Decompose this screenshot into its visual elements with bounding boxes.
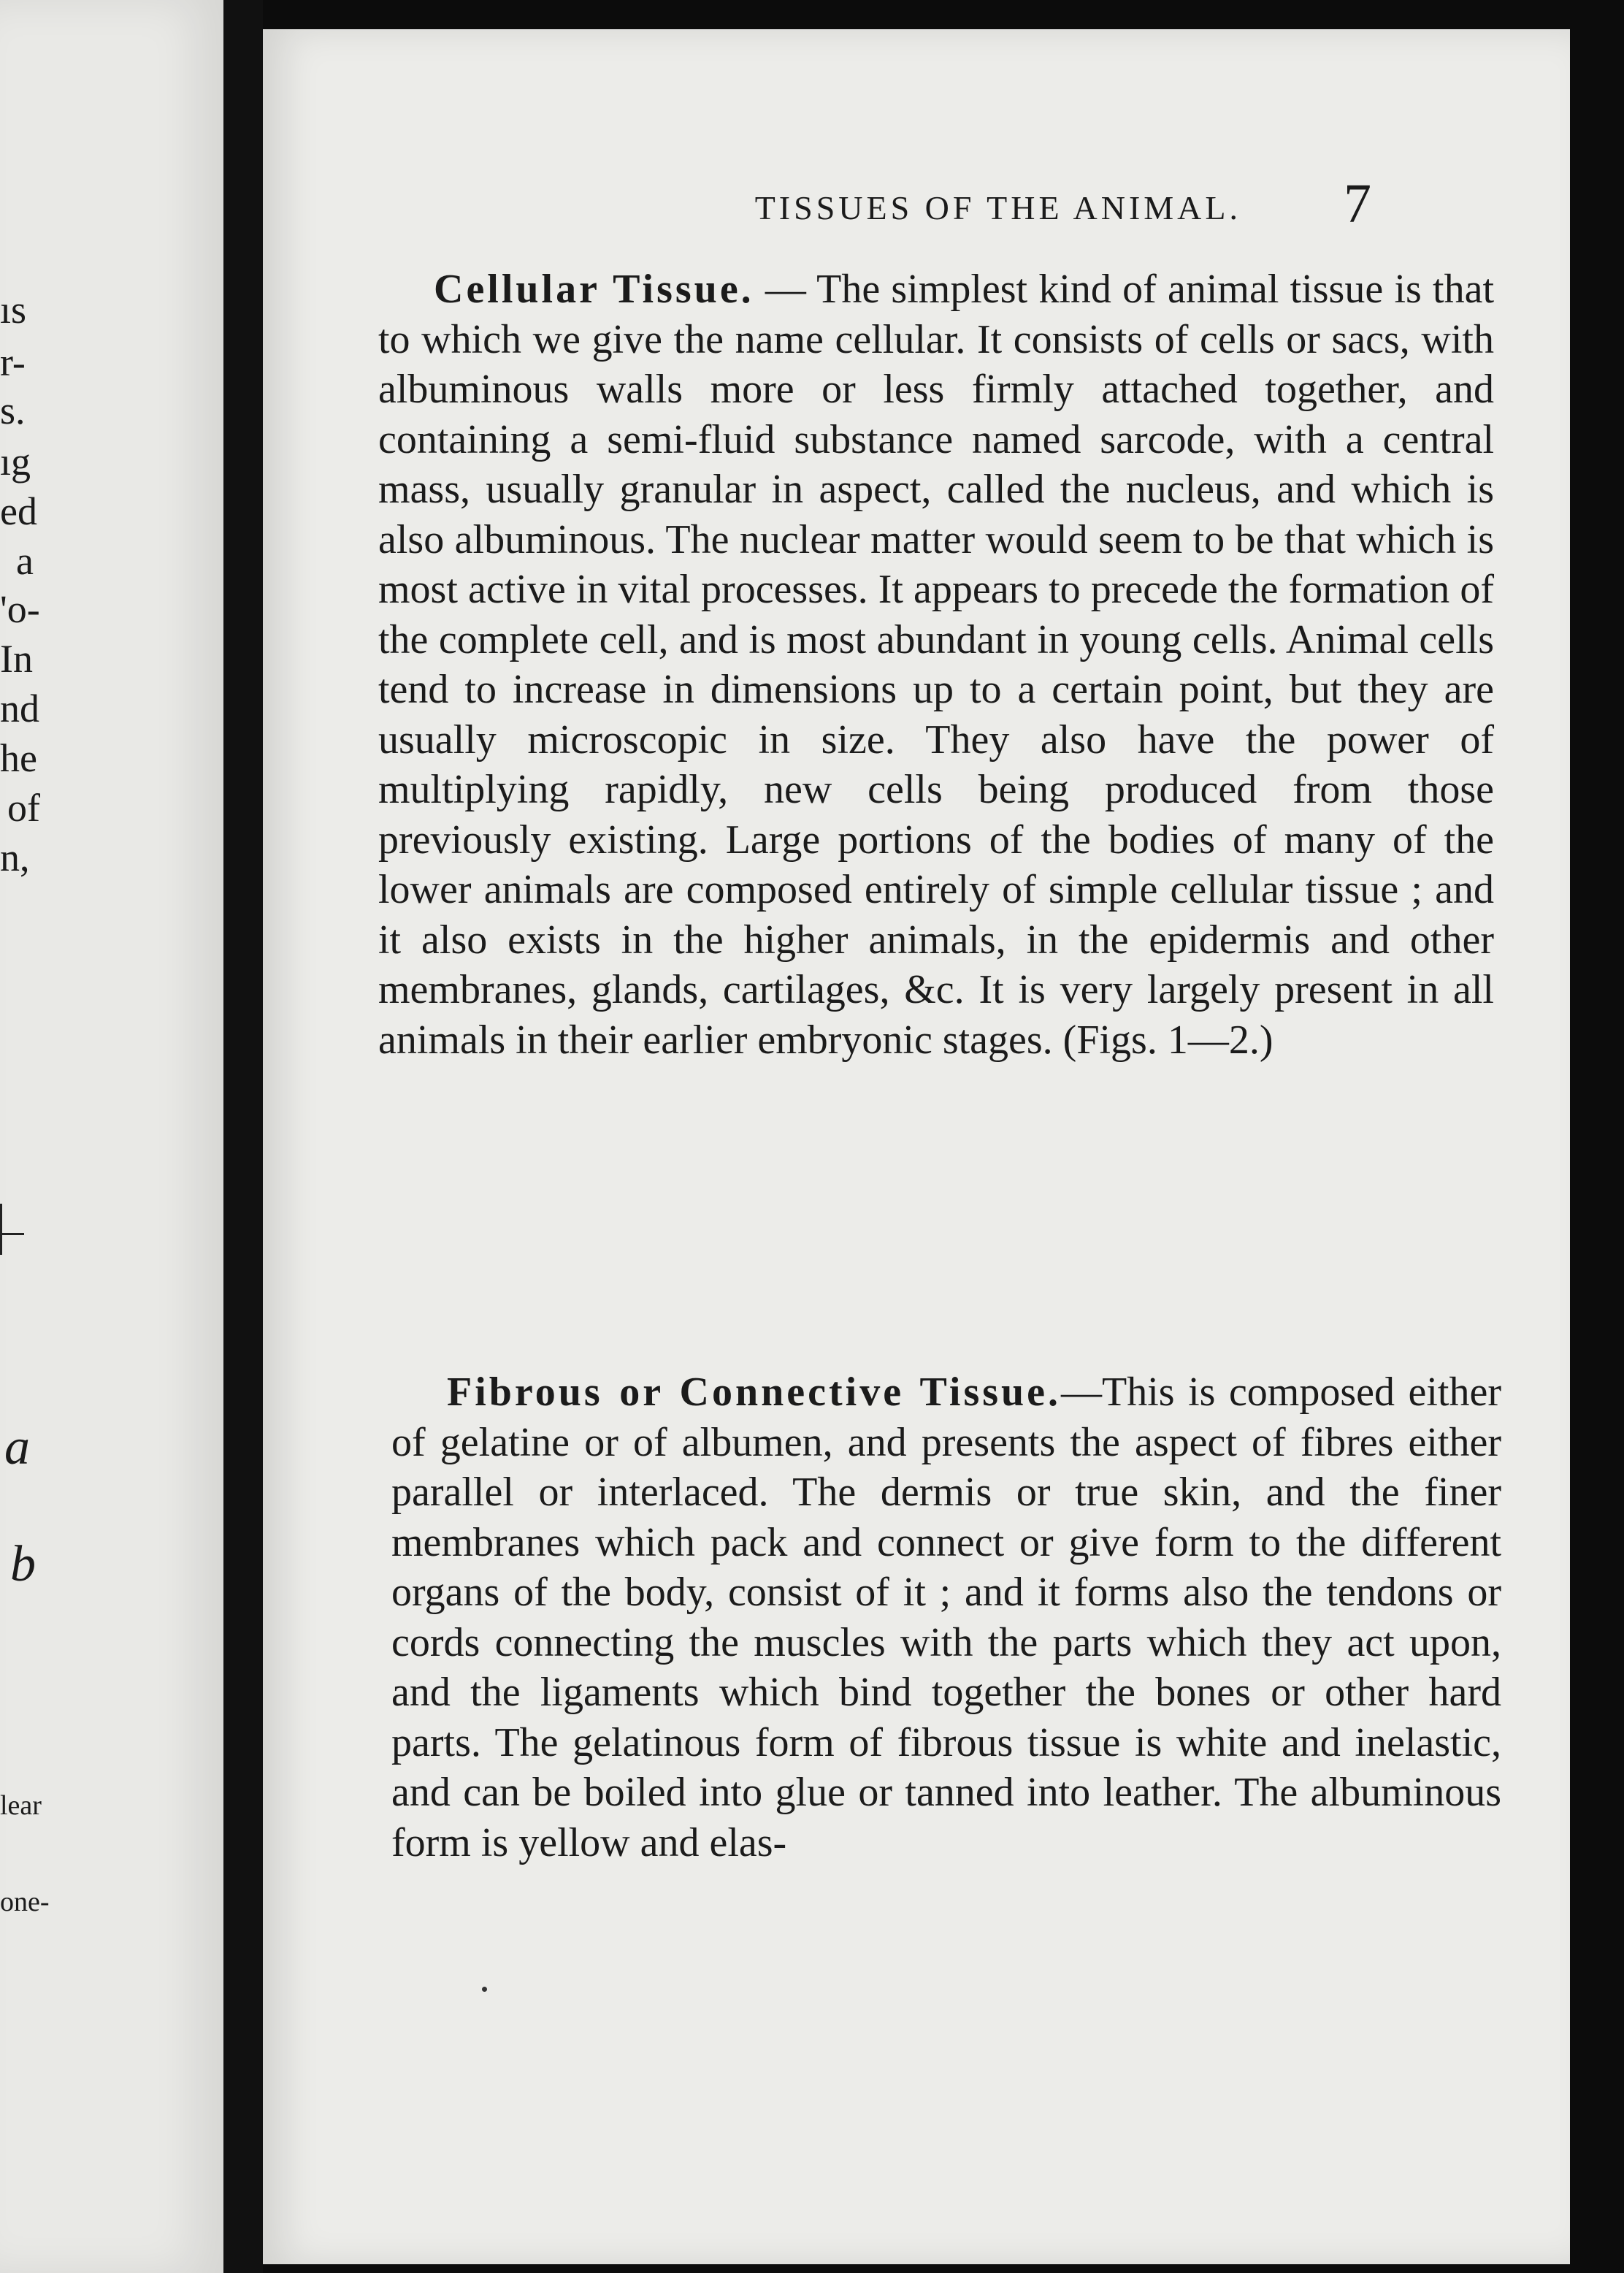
scan-border <box>1570 0 1624 2273</box>
left-fragment: n, <box>0 836 30 879</box>
ink-speck <box>482 1987 487 1992</box>
left-fragment: he <box>0 736 37 780</box>
left-fragment: In <box>0 637 33 681</box>
figure-letter-a: a <box>4 1419 30 1475</box>
left-fragment: s. <box>0 389 26 432</box>
paragraph-fibrous-tissue <box>391 1367 1501 1868</box>
paragraph-heading: Cellular Tissue. <box>434 267 754 312</box>
paragraph-body: —This is composed either of gelatine or of albumen, and presents the aspect of fibres either parallel or interlaced. The dermis or true skin, and the finer membranes which pack and connect or give form to the different organs of the body, consist of it ; and it forms also the tendons or cords connecting the muscles with the parts which they act upon, and the ligaments which bind together the bones or other hard parts. The gelatinous form of fibrous tissue is white and inelastic, and can be boiled into glue or tanned into leather. The albuminous form is yellow and elas- <box>391 1369 1501 1865</box>
paragraph-heading: Fibrous or Connective Tissue. <box>447 1369 1062 1415</box>
left-fragment: r- <box>0 340 26 384</box>
left-fragment: 'o- <box>0 587 40 631</box>
book-page <box>263 29 1570 2264</box>
left-fragment: ıs <box>0 288 27 332</box>
book-gutter <box>223 0 263 2273</box>
paragraph-cellular-tissue <box>378 264 1494 1065</box>
left-fragment: of <box>7 786 40 830</box>
figure-mark <box>0 1204 31 1255</box>
left-fragment: a <box>16 539 34 583</box>
previous-page-fragment <box>0 0 223 2273</box>
running-head: TISSUES OF THE ANIMAL. <box>754 189 1241 226</box>
left-caption: one- <box>0 1887 50 1917</box>
left-caption: lear <box>0 1790 42 1821</box>
page-number: 7 <box>1344 173 1371 234</box>
left-fragment: nd <box>0 687 39 730</box>
figure-letter-b: b <box>10 1536 36 1592</box>
left-fragment: ıg <box>0 440 31 484</box>
left-fragment: ed <box>0 489 37 533</box>
paragraph-body: — The simplest kind of animal tissue is that to which we give the name cellular. It consists of cells or sacs, with albuminous walls more or less firmly attached together, and containing a semi-fluid substance named sarcode, with a central mass, usually granular in aspect, called the nucleus, and which is also albuminous. The nuclear matter would seem to be that which is most active in vital processes. It appears to precede the formation of the complete cell, and is most abundant in young cells. Animal cells tend to increase in dimensions up to a certain point, but they are usually microscopic in size. They also have the power of multiplying rapidly, new cells being produced from those previously existing. Large portions of the bodies of many of the lower animals are composed entirely of simple cellular tissue ; and it also exists in the higher animals, in the epidermis and other membranes, glands, cartilages, &c. It is very largely present in all animals in their earlier embryonic stages. (Figs. 1—2.) <box>378 267 1494 1063</box>
